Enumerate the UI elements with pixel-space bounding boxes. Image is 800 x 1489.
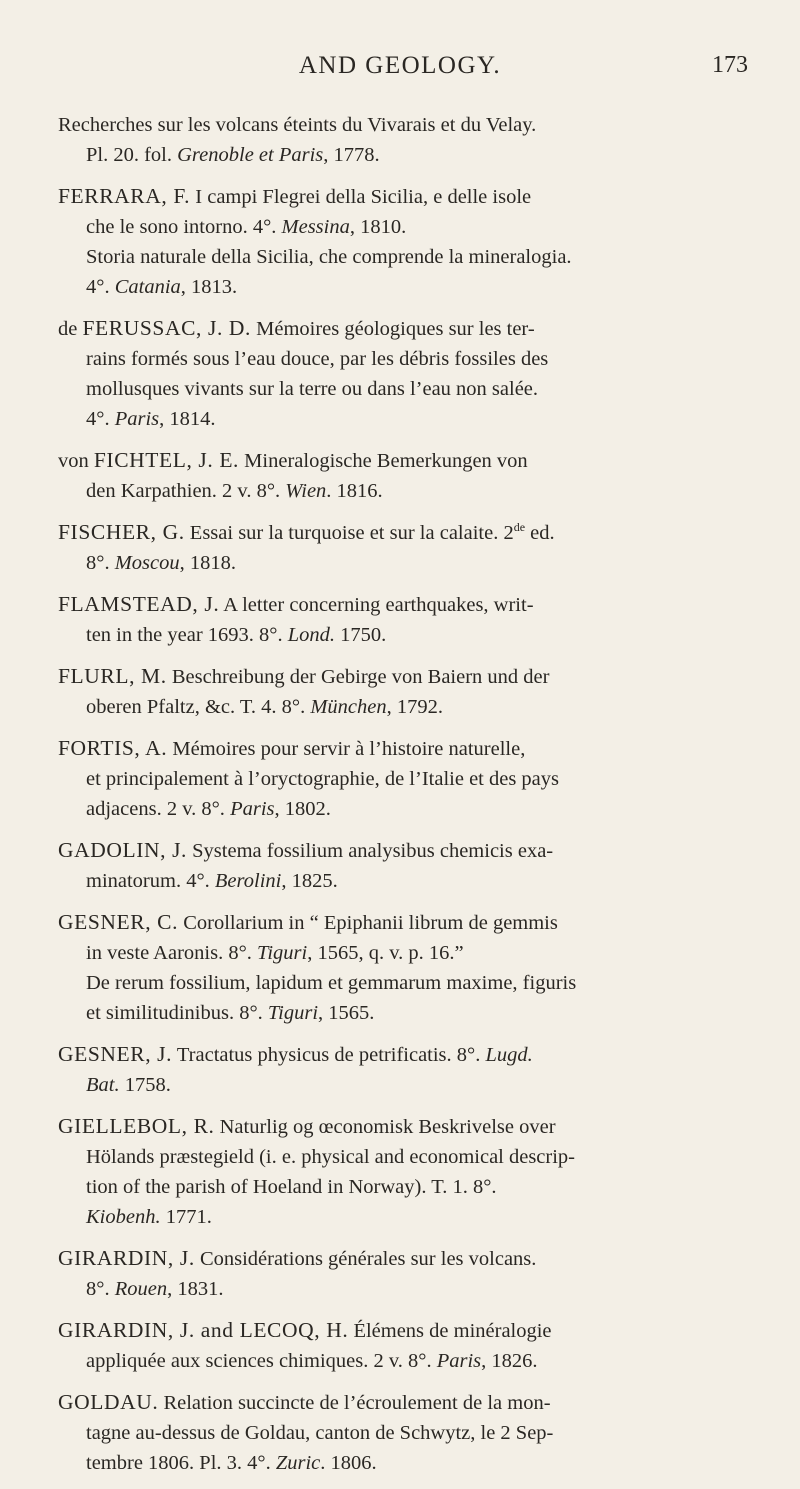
entry-text: , 1826. — [481, 1350, 538, 1372]
entry-text: minatorum. 4°. — [86, 870, 215, 892]
entry-text: Recherches sur les volcans éteints du Vivarais et du Velay. — [58, 114, 537, 136]
entry-text: de — [58, 318, 83, 340]
bibliography-entry — [58, 835, 748, 896]
entry-text: 1771. — [160, 1206, 212, 1228]
entry-line — [58, 1202, 748, 1232]
entry-line — [58, 794, 748, 824]
entry-text: , 1565, q. v. p. 16.” — [307, 942, 464, 964]
author-name: FERUSSAC, J. D. — [82, 316, 251, 340]
author-name: FICHTEL, J. E. — [93, 448, 240, 472]
entry-text: , 1818. — [179, 552, 236, 574]
author-name: FLURL, M. — [58, 664, 167, 688]
running-title: AND GEOLOGY. — [298, 52, 502, 79]
entry-line — [58, 1142, 748, 1172]
imprint-place: Grenoble et Paris — [177, 144, 324, 166]
author-name: GIELLEBOL, R. — [58, 1114, 215, 1138]
entry-text: , 1778. — [323, 144, 380, 166]
bibliography-entry — [58, 181, 748, 302]
entry-text: Mémoires pour servir à l’histoire naturelle, — [167, 738, 526, 760]
entry-text: , 1814. — [159, 408, 216, 430]
entry-text: I campi Flegrei della Sicilia, e delle isole — [190, 186, 532, 208]
entry-line — [58, 1243, 748, 1274]
entry-text: oberen Pfaltz, &c. T. 4. 8°. — [86, 696, 311, 718]
entry-line — [58, 764, 748, 794]
entry-line — [58, 1418, 748, 1448]
bibliography-entry — [58, 517, 748, 578]
imprint-place: Tiguri — [257, 942, 308, 964]
entry-text: Élémens de minéralogie — [348, 1320, 552, 1342]
bibliography-entry — [58, 1315, 748, 1376]
bibliography-entry — [58, 1039, 748, 1100]
entry-line — [58, 1346, 748, 1376]
imprint-place: Tiguri — [267, 1002, 319, 1024]
bibliography-entry — [58, 313, 748, 434]
imprint-place: Paris — [230, 798, 275, 820]
entry-text: in veste Aaronis. 8°. — [86, 942, 258, 964]
entry-text: 4°. — [86, 408, 115, 430]
entry-line — [58, 181, 748, 212]
entry-line — [58, 272, 748, 302]
entry-text: adjacens. 2 v. 8°. — [86, 798, 231, 820]
entry-text: Considérations générales sur les volcans. — [194, 1248, 537, 1270]
entry-text: Mineralogische Bemerkungen von — [239, 450, 528, 472]
entry-line — [58, 344, 748, 374]
imprint-place: Moscou — [114, 552, 180, 574]
entry-line — [58, 110, 748, 140]
entry-line — [58, 548, 748, 578]
entry-text: et principalement à l’oryctographie, de l’Italie et des pays — [86, 768, 560, 790]
entry-line — [58, 907, 748, 938]
bibliography-entry — [58, 907, 748, 1028]
author-name: FERRARA, F. — [58, 184, 191, 208]
entry-text: Relation succincte de l’écroulement de la mon- — [158, 1392, 551, 1414]
imprint-place: Berolini — [214, 870, 282, 892]
entry-line — [58, 212, 748, 242]
entry-line — [58, 404, 748, 434]
bibliography-entry — [58, 445, 748, 506]
entry-text: Mémoires géologiques sur les ter- — [251, 318, 535, 340]
imprint-place: Kiobenh. — [86, 1206, 161, 1228]
entry-text: Hölands præstegield (i. e. physical and economical descrip- — [86, 1146, 576, 1168]
entry-line — [58, 1387, 748, 1418]
entry-line — [58, 835, 748, 866]
imprint-place: Catania — [114, 276, 181, 298]
bibliography-entry — [58, 110, 748, 170]
entry-line — [58, 1315, 748, 1346]
entry-text: A letter concerning earthquakes, writ- — [219, 594, 534, 616]
entry-text: appliquée aux sciences chimiques. 2 v. 8°. — [86, 1350, 437, 1372]
entry-text: et similitudinibus. 8°. — [86, 1002, 268, 1024]
entry-line — [58, 1172, 748, 1202]
entry-text: Pl. 20. fol. — [86, 144, 178, 166]
entry-text: von — [58, 450, 94, 472]
entry-text: den Karpathien. 2 v. 8°. — [86, 480, 286, 502]
entry-line — [58, 938, 748, 968]
entry-line — [58, 476, 748, 506]
entry-line — [58, 517, 748, 548]
entry-text: rains formés sous l’eau douce, par les débris fossiles des — [86, 348, 549, 370]
imprint-place: Lugd. — [485, 1044, 533, 1066]
entry-line — [58, 692, 748, 722]
bibliography-entry — [58, 1387, 748, 1478]
imprint-place: Bat. — [86, 1074, 120, 1096]
author-name: FORTIS, A. — [58, 736, 168, 760]
author-name: GIRARDIN, J. and LECOQ, H. — [58, 1318, 349, 1342]
imprint-place: Messina — [281, 216, 350, 238]
author-name: GADOLIN, J. — [58, 838, 188, 862]
author-name: GESNER, J. — [58, 1042, 173, 1066]
entry-line — [58, 733, 748, 764]
imprint-place: Zuric — [275, 1452, 321, 1474]
entry-text: Essai sur la turquoise et sur la calaite. 2 — [184, 522, 514, 544]
entry-text: tembre 1806. Pl. 3. 4°. — [86, 1452, 276, 1474]
entry-text: , 1831. — [167, 1278, 224, 1300]
entry-line — [58, 374, 748, 404]
entry-text: Systema fossilium analysibus chemicis exa- — [187, 840, 554, 862]
entry-text: , 1813. — [180, 276, 238, 298]
entry-text: ten in the year 1693. 8°. — [86, 624, 288, 646]
entry-text: che le sono intorno. 4°. — [86, 216, 282, 238]
entry-line — [58, 620, 748, 650]
entry-text: ed. — [525, 522, 555, 544]
entry-line — [58, 968, 748, 998]
entry-text: , 1810. — [349, 216, 407, 238]
entry-line — [58, 242, 748, 272]
author-name: GIRARDIN, J. — [58, 1246, 195, 1270]
entry-text: tagne au-dessus de Goldau, canton de Schwytz, le 2 Sep- — [86, 1422, 554, 1444]
entry-text: . 1806. — [320, 1452, 377, 1474]
entry-text: 4°. — [86, 276, 115, 298]
running-head — [0, 52, 800, 92]
entry-line — [58, 589, 748, 620]
entry-text: tion of the parish of Hoeland in Norway). T. 1. 8°. — [86, 1176, 497, 1198]
imprint-place: Paris — [114, 408, 160, 430]
entry-text: Beschreibung der Gebirge von Baiern und der — [166, 666, 550, 688]
entry-text: Corollarium in “ Epiphanii librum de gemmis — [178, 912, 558, 934]
entry-line — [58, 1039, 748, 1070]
author-name: FLAMSTEAD, J. — [58, 592, 220, 616]
entry-line — [58, 998, 748, 1028]
entry-text: . 1816. — [326, 480, 383, 502]
entry-text: 8°. — [86, 1278, 115, 1300]
imprint-place: Rouen — [114, 1278, 168, 1300]
entry-line — [58, 140, 748, 170]
author-name: GOLDAU. — [58, 1390, 159, 1414]
entry-line — [58, 1274, 748, 1304]
entry-text: , 1802. — [274, 798, 331, 820]
entry-line — [58, 313, 748, 344]
entry-text: Tractatus physicus de petrificatis. 8°. — [172, 1044, 486, 1066]
entry-line — [58, 445, 748, 476]
imprint-place: Lond. — [287, 624, 336, 646]
imprint-place: Paris — [436, 1350, 482, 1372]
author-name: GESNER, C. — [58, 910, 179, 934]
entry-line — [58, 1448, 748, 1478]
entry-text: Naturlig og œconomisk Beskrivelse over — [214, 1116, 556, 1138]
imprint-place: München — [310, 696, 387, 718]
bibliography-entry — [58, 589, 748, 650]
entry-text: Storia naturale della Sicilia, che comprende la mineralogia. — [86, 246, 572, 268]
entry-text: 1750. — [335, 624, 387, 646]
bibliography-entry — [58, 1243, 748, 1304]
bibliography-entry — [58, 733, 748, 824]
imprint-place: Wien — [285, 480, 327, 502]
entry-line — [58, 1070, 748, 1100]
entry-text: 1758. — [119, 1074, 171, 1096]
author-name: FISCHER, G. — [58, 520, 185, 544]
entry-text: mollusques vivants sur la terre ou dans l’eau non salée. — [86, 378, 539, 400]
entry-text: , 1565. — [318, 1002, 375, 1024]
entry-text: , 1825. — [281, 870, 338, 892]
superscript: de — [513, 520, 526, 535]
page-number: 173 — [712, 52, 748, 78]
entry-text: , 1792. — [386, 696, 443, 718]
entry-line — [58, 661, 748, 692]
entry-text: 8°. — [86, 552, 115, 574]
entry-line — [58, 866, 748, 896]
entry-line — [58, 1111, 748, 1142]
bibliography-list — [58, 110, 748, 1489]
entry-text: De rerum fossilium, lapidum et gemmarum maxime, figuris — [86, 972, 577, 994]
bibliography-entry — [58, 661, 748, 722]
bibliography-entry — [58, 1111, 748, 1232]
